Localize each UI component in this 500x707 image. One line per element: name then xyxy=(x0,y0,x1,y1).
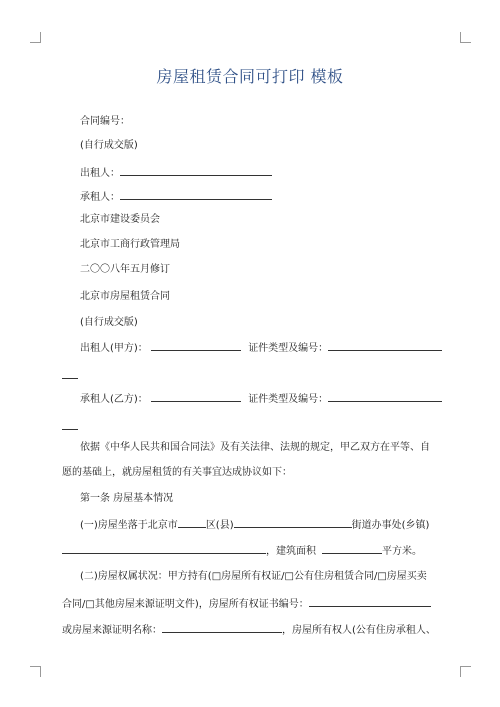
address-blank[interactable] xyxy=(62,543,266,554)
party-b-label: 承租人(乙方)： xyxy=(80,394,148,405)
contract-name: 北京市房屋租赁合同 xyxy=(80,291,170,302)
intro-paragraph-line-2: 愿的基础上，就房屋租赁的有关事宜达成协议如下： xyxy=(62,467,292,478)
lessor-blank[interactable] xyxy=(120,165,272,176)
party-a-line xyxy=(80,340,442,356)
org-industry-commerce-bureau: 北京市工商行政管理局 xyxy=(80,239,180,250)
district-label: 区(县) xyxy=(205,520,234,531)
page-corner-mark-bottom-left xyxy=(30,666,41,677)
source-document-label: 或房屋来源证明名称： xyxy=(62,625,162,636)
source-document-blank[interactable] xyxy=(162,622,282,633)
ownership-certificate-label: 合同/□其他房屋来源证明文件)，房屋所有权证书编号： xyxy=(62,599,309,610)
lessee-label: 承租人： xyxy=(80,192,120,203)
party-a-label: 出租人(甲方)： xyxy=(80,343,148,354)
party-a-id-label: 证件类型及编号： xyxy=(248,343,329,354)
party-b-id-blank[interactable] xyxy=(328,391,442,402)
document-title: 房屋租赁合同可打印 模板 xyxy=(156,67,344,86)
ownership-line-1: (二)房屋权属状况：甲方持有(□房屋所有权证/□公有住房租赁合同/□房屋买卖 xyxy=(80,571,427,582)
party-a-id-blank[interactable] xyxy=(328,340,442,351)
area-line xyxy=(62,543,422,559)
article-1-heading: 第一条 房屋基本情况 xyxy=(80,493,174,504)
page-corner-mark-top-right xyxy=(460,32,471,43)
page-corner-mark-bottom-right xyxy=(460,666,471,677)
self-made-version-label: (自行成交版) xyxy=(80,140,138,151)
party-b-name-blank[interactable] xyxy=(151,391,241,402)
area-label: ，建筑面积 xyxy=(266,546,316,557)
street-office-label: 街道办事处(乡镇) xyxy=(351,520,430,531)
revision-date: 二〇〇八年五月修订 xyxy=(80,264,170,275)
street-blank[interactable] xyxy=(234,517,352,528)
owner-label: ，房屋所有权人(公有住房承租人、 xyxy=(282,625,436,636)
certificate-number-blank[interactable] xyxy=(309,596,431,607)
lessee-line xyxy=(80,189,272,205)
district-blank[interactable] xyxy=(178,517,206,528)
ownership-line-2 xyxy=(62,596,431,612)
location-city-label: (一)房屋坐落于北京市 xyxy=(80,520,178,531)
intro-paragraph-line-1: 依据《中华人民共和国合同法》及有关法律、法规的规定，甲乙双方在平等、自 xyxy=(80,442,430,453)
page-corner-mark-top-left xyxy=(30,32,41,43)
party-b-id-label: 证件类型及编号： xyxy=(248,394,329,405)
party-b-line xyxy=(80,391,442,407)
area-unit-label: 平方米。 xyxy=(382,546,422,557)
ownership-line-3 xyxy=(62,622,436,638)
area-blank[interactable] xyxy=(322,543,382,554)
location-line xyxy=(80,517,429,533)
lessor-line xyxy=(80,165,272,181)
lessor-label: 出租人： xyxy=(80,168,120,179)
contract-number-label: 合同编号： xyxy=(80,116,130,127)
lessee-blank[interactable] xyxy=(120,189,272,200)
org-construction-committee: 北京市建设委员会 xyxy=(80,214,160,225)
party-a-name-blank[interactable] xyxy=(151,340,241,351)
party-a-id-blank-continuation xyxy=(62,378,78,379)
party-b-id-blank-continuation xyxy=(62,429,78,430)
self-made-version-label-2: (自行成交版) xyxy=(80,317,138,328)
